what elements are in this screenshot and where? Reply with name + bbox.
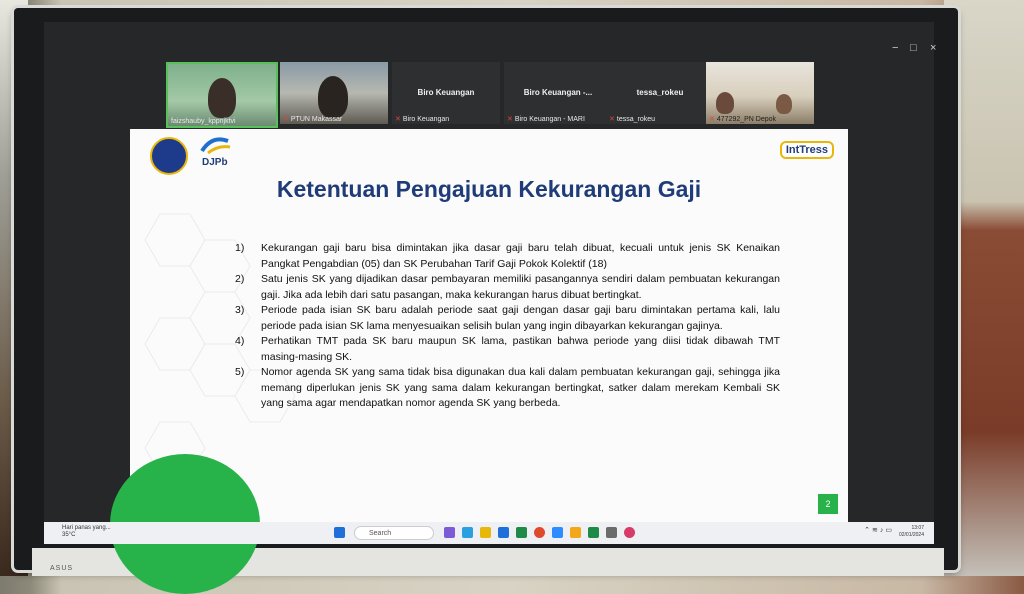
weather-text: Hari panas yang... bbox=[62, 525, 111, 531]
list-item bbox=[235, 241, 780, 272]
participant-name: ✕ Biro Keuangan - MARI bbox=[507, 116, 585, 123]
system-tray[interactable] bbox=[864, 526, 894, 534]
list-item bbox=[235, 365, 780, 412]
mail-icon[interactable] bbox=[498, 527, 509, 538]
list-text: Periode pada isian SK baru adalah periode saat gaji dengan dasar gaji baru dimintakan pertama kali, lalu periode pada isian SK lama menyesuaikan selisih bulan yang ingin dibayarkan kekurangan gajinya. bbox=[261, 304, 780, 332]
participant-tile[interactable] bbox=[504, 62, 612, 124]
intress-logo: IntTress bbox=[780, 141, 834, 159]
clock-time: 13:07 bbox=[911, 525, 924, 531]
chrome-icon[interactable] bbox=[534, 527, 545, 538]
participant-video bbox=[318, 76, 348, 118]
shared-slide bbox=[130, 129, 848, 524]
mic-muted-icon: ✕ bbox=[609, 116, 615, 123]
participant-display-name: Biro Keuangan -... bbox=[523, 88, 593, 97]
chevron-up-icon[interactable]: ⌃ bbox=[864, 527, 872, 534]
participant-tile[interactable] bbox=[280, 62, 388, 124]
minimize-button[interactable]: − bbox=[892, 42, 899, 54]
screen bbox=[44, 22, 937, 544]
list-text: Nomor agenda SK yang sama tidak bisa digunakan dua kali dalam pembuatan kekurangan gaji, sehingga jika memang diperlukan jenis SK yang sama dalam kekurangan bertingkat, satker dalam merekam Kembali SK yang sama agar mendapatkan nomor agenda SK yang berbeda. bbox=[261, 366, 780, 409]
app-icon[interactable] bbox=[606, 527, 617, 538]
participant-video bbox=[716, 92, 734, 114]
participant-tile[interactable] bbox=[166, 62, 278, 128]
list-number: 5) bbox=[235, 366, 245, 378]
battery-icon[interactable]: ▭ bbox=[885, 527, 894, 534]
list-item bbox=[235, 334, 780, 365]
participant-display-name: tessa_rokeu bbox=[636, 88, 684, 97]
list-item bbox=[235, 272, 780, 303]
participant-video bbox=[208, 78, 236, 118]
close-button[interactable]: × bbox=[930, 42, 937, 54]
participant-video bbox=[776, 94, 792, 114]
participant-name: ✕ PTUN Makassar bbox=[283, 116, 343, 123]
edge-icon[interactable] bbox=[462, 527, 473, 538]
search-box[interactable]: Search bbox=[354, 526, 434, 540]
maximize-button[interactable]: □ bbox=[910, 42, 917, 54]
zoom-icon[interactable] bbox=[552, 527, 563, 538]
list-number: 1) bbox=[235, 242, 245, 254]
weather-widget[interactable] bbox=[62, 525, 111, 539]
excel-icon[interactable] bbox=[516, 527, 527, 538]
mic-muted-icon: ✕ bbox=[395, 116, 401, 123]
app-icon[interactable] bbox=[624, 527, 635, 538]
mic-muted-icon: ✕ bbox=[709, 116, 715, 123]
app-icon[interactable] bbox=[444, 527, 455, 538]
participant-tile[interactable] bbox=[392, 62, 500, 124]
djpb-logo bbox=[198, 135, 238, 175]
participant-name: ✕ 477292_PN Depok bbox=[709, 116, 777, 123]
list-number: 2) bbox=[235, 273, 245, 285]
list-number: 3) bbox=[235, 304, 245, 316]
list-number: 4) bbox=[235, 335, 245, 347]
mic-muted-icon: ✕ bbox=[283, 116, 289, 123]
list-text: Satu jenis SK yang dijadikan dasar pembayaran memiliki pasangannya sendiri dalam pembuatan kekurangan gaji. Jika ada lebih dari satu pasangan, maka kekurangan harus dibuat bertingkat. bbox=[261, 273, 780, 301]
rules-list bbox=[235, 241, 780, 412]
kemenkeu-logo bbox=[150, 137, 188, 175]
participant-tile[interactable] bbox=[606, 62, 714, 124]
windows-taskbar bbox=[44, 522, 934, 544]
spreadsheet-icon[interactable] bbox=[588, 527, 599, 538]
participant-name: ✕ Biro Keuangan bbox=[395, 116, 450, 123]
page-number: 2 bbox=[818, 494, 838, 514]
djpb-emblem-icon bbox=[198, 135, 234, 157]
mic-muted-icon: ✕ bbox=[507, 116, 513, 123]
clock-date: 02/01/2024 bbox=[898, 532, 924, 538]
file-explorer-icon[interactable] bbox=[480, 527, 491, 538]
speaker-icon[interactable]: ♪ bbox=[879, 527, 886, 534]
participant-name: ✕ tessa_rokeu bbox=[609, 116, 656, 123]
list-text: Perhatikan TMT pada SK baru maupun SK lama, pastikan bahwa periode yang diisi tidak dibawah TMT masing-masing SK. bbox=[261, 335, 780, 363]
participant-name: faizshauby_kppnjktvi bbox=[171, 118, 236, 125]
participant-tile[interactable] bbox=[706, 62, 814, 124]
wifi-icon[interactable]: ≋ bbox=[872, 527, 880, 534]
clock[interactable] bbox=[899, 525, 924, 539]
list-item bbox=[235, 303, 780, 334]
list-text: Kekurangan gaji baru bisa dimintakan jika dasar gaji baru telah dibuat, kecuali untuk jenis SK Kenaikan Pangkat Pengabdian (05) dan SK Perubahan Tarif Gaji Pokok Kolektif (18) bbox=[261, 242, 780, 270]
windows-start-icon[interactable] bbox=[334, 527, 345, 538]
slide-title: Ketentuan Pengajuan Kekurangan Gaji bbox=[276, 176, 702, 202]
monitor-brand: ASUS bbox=[50, 565, 74, 572]
djpb-logo-text: DJPb bbox=[202, 157, 228, 168]
folder-icon[interactable] bbox=[570, 527, 581, 538]
weather-temp: 35°C bbox=[62, 532, 76, 538]
participant-display-name: Biro Keuangan bbox=[417, 88, 475, 97]
